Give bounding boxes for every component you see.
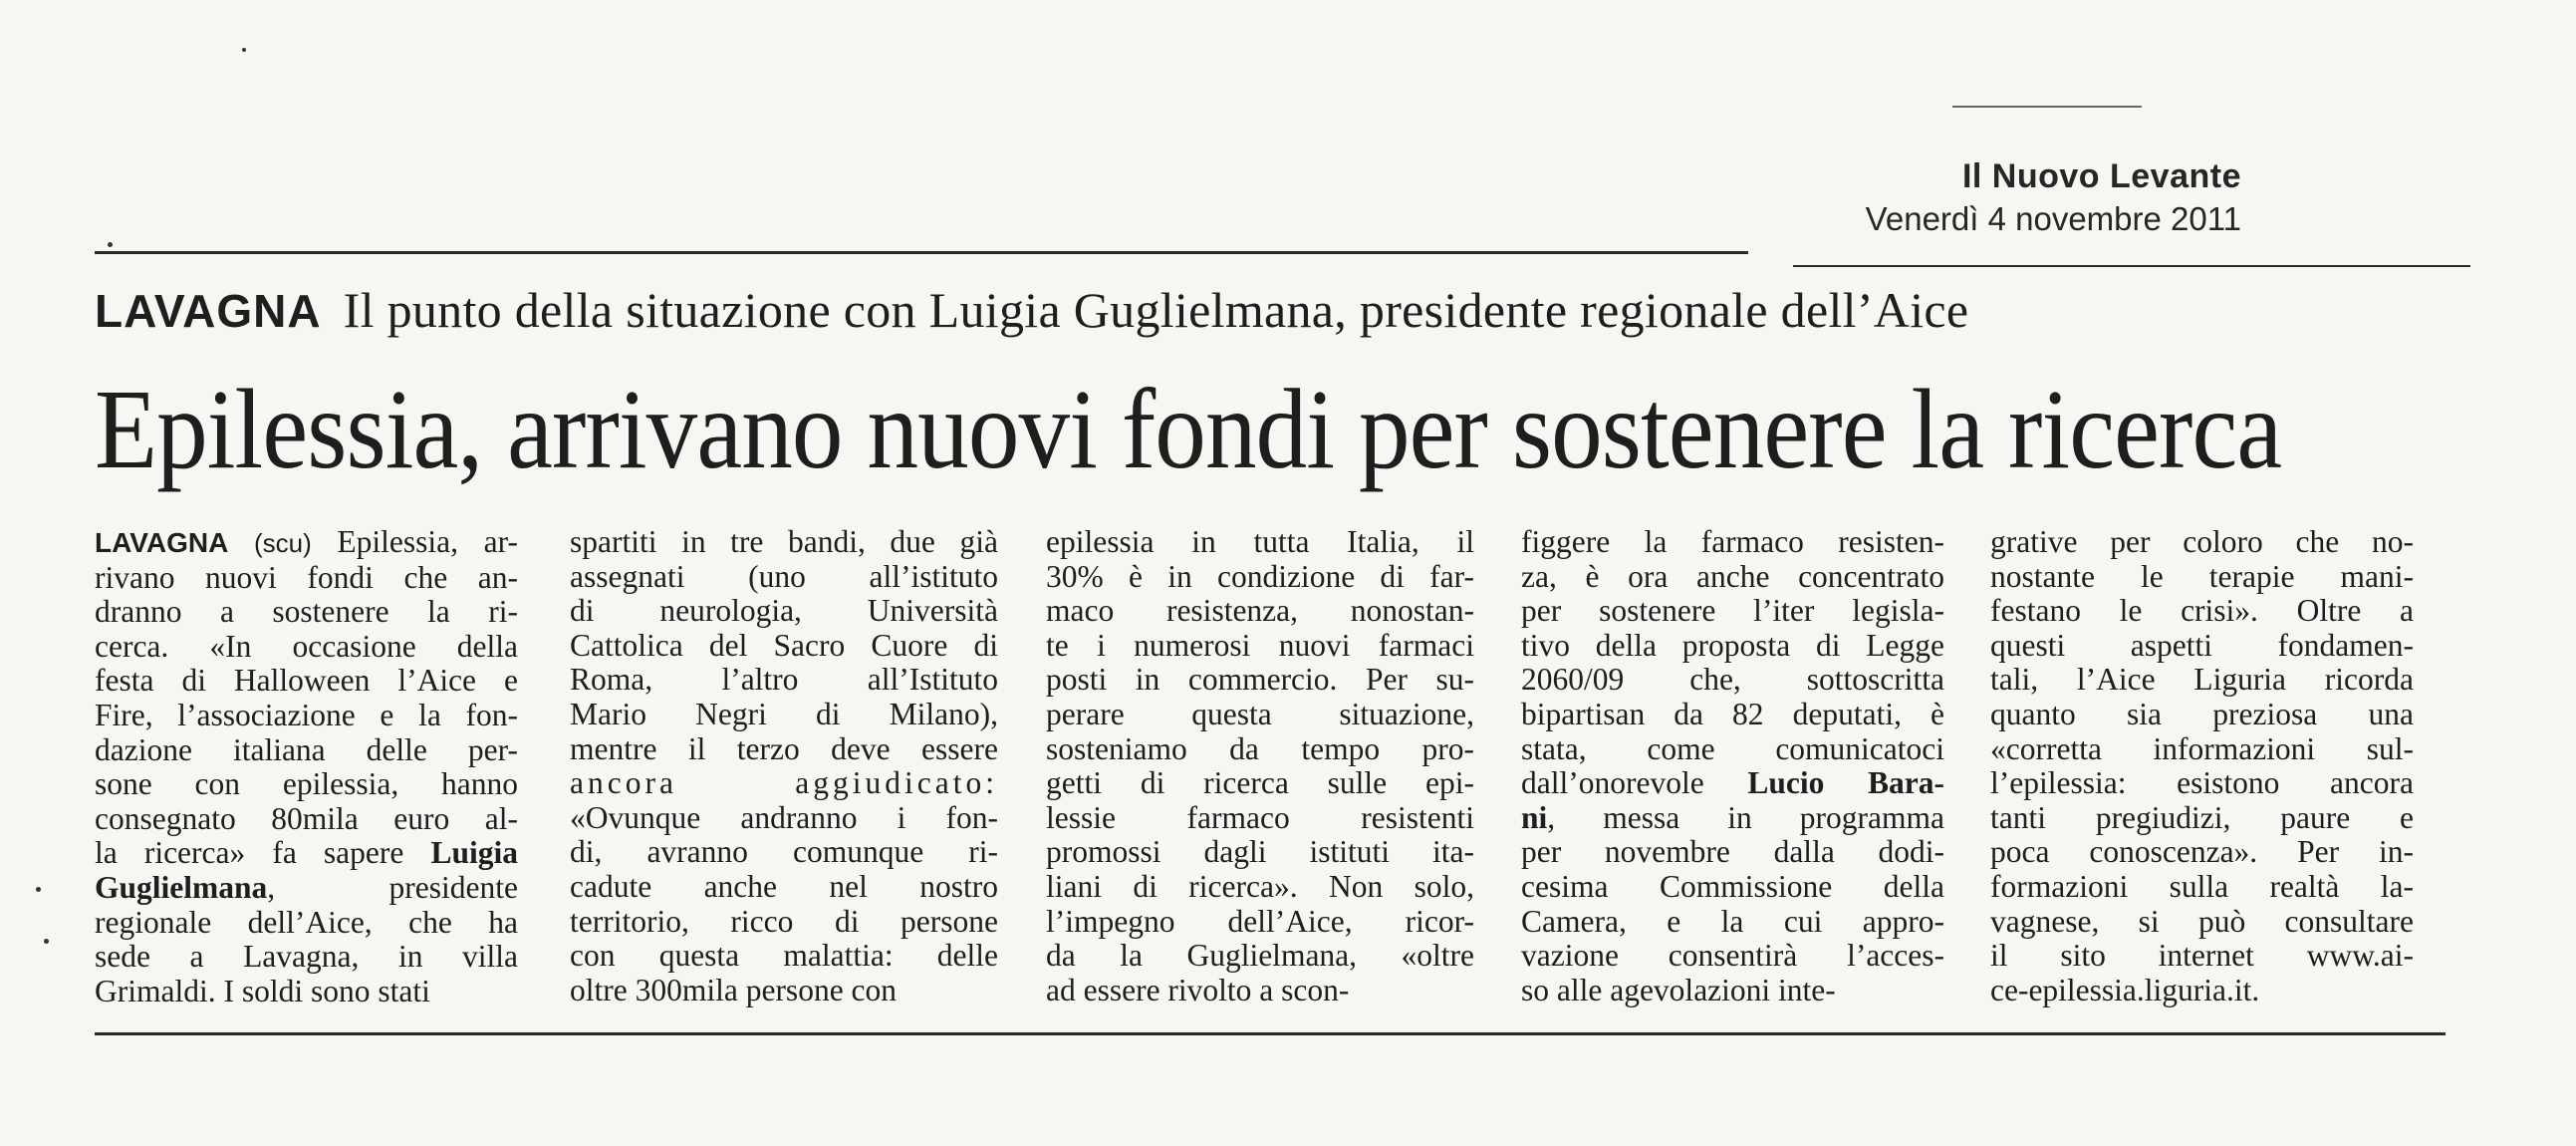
top-rule bbox=[95, 251, 1748, 254]
text-line: LAVAGNA (scu) Epilessia, ar- bbox=[95, 524, 519, 559]
text-line: «corretta informazioni sul- bbox=[1990, 730, 2414, 766]
lead-source: (scu) bbox=[253, 528, 312, 558]
text-line: figgere la farmaco resisten- bbox=[1521, 524, 1944, 559]
article-column-3 bbox=[1046, 525, 1474, 1007]
masthead bbox=[1813, 157, 2241, 238]
scan-speck bbox=[242, 48, 246, 52]
text-line: rivano nuovi fondi che an- bbox=[95, 559, 518, 595]
kicker bbox=[95, 281, 2485, 339]
text-line: Cattolica del Sacro Cuore di bbox=[570, 627, 998, 663]
text-line: vazione consentirà l’acces- bbox=[1521, 938, 1944, 974]
text-line: mentre il terzo deve essere bbox=[570, 730, 998, 766]
text-line: nostante le terapie mani- bbox=[1990, 558, 2414, 594]
text-line: formazioni sulla realtà la- bbox=[1990, 868, 2414, 904]
text-line: per sostenere l’iter legisla- bbox=[1521, 593, 1944, 629]
text-line: cesima Commissione della bbox=[1521, 868, 1944, 904]
text-line: consegnato 80mila euro al- bbox=[95, 800, 518, 836]
article-column-5 bbox=[1990, 525, 2414, 1007]
text-line: questi aspetti fondamen- bbox=[1990, 627, 2414, 663]
text-line: Grimaldi. I soldi sono stati bbox=[95, 973, 430, 1008]
text-line: dazione italiana delle per- bbox=[95, 731, 518, 767]
text-line: Fire, l’associazione e la fon- bbox=[95, 697, 518, 732]
text-line: perare questa situazione, bbox=[1046, 696, 1474, 731]
text-line: getti di ricerca sulle epi- bbox=[1046, 765, 1474, 801]
text-line: per novembre dalla dodi- bbox=[1521, 834, 1944, 870]
scan-mark bbox=[1952, 106, 2142, 108]
text-line: Camera, e la cui appro- bbox=[1521, 903, 1944, 939]
text-line: il sito internet www.ai- bbox=[1990, 938, 2414, 974]
text-line: festa di Halloween l’Aice e bbox=[95, 663, 518, 699]
text-line: tali, l’Aice Liguria ricorda bbox=[1990, 662, 2414, 698]
text-line: dranno a sostenere la ri- bbox=[95, 594, 518, 630]
text-line: maco resistenza, nonostan- bbox=[1046, 593, 1474, 629]
kicker-location: LAVAGNA bbox=[95, 285, 322, 337]
text-line: oltre 300mila persone con bbox=[570, 972, 898, 1007]
text-line: sone con epilessia, hanno bbox=[95, 766, 518, 802]
headline: Epilessia, arrivano nuovi fondi per sostenere la ricerca bbox=[95, 366, 2282, 492]
text-line: epilessia in tutta Italia, il bbox=[1046, 524, 1474, 559]
text-line: grative per coloro che no- bbox=[1990, 524, 2414, 559]
text-line: ad essere rivolto a scon- bbox=[1046, 972, 1350, 1007]
text-line: posti in commercio. Per su- bbox=[1046, 662, 1474, 698]
text-line: Guglielmana, presidente bbox=[95, 869, 518, 905]
lead-location: LAVAGNA bbox=[95, 527, 229, 558]
publication-date: Venerdì 4 novembre 2011 bbox=[1865, 200, 2241, 237]
bold-name: ni bbox=[1521, 799, 1548, 835]
scan-speck bbox=[44, 939, 49, 944]
text-line: poca conoscenza». Per in- bbox=[1990, 834, 2414, 870]
text-line: «Ovunque andranno i fon- bbox=[570, 799, 998, 835]
text-line: festano le crisi». Oltre a bbox=[1990, 593, 2414, 629]
text-line: l’impegno dell’Aice, ricor- bbox=[1046, 903, 1474, 939]
text-line: ni, messa in programma bbox=[1521, 799, 1944, 835]
bottom-rule bbox=[95, 1032, 2446, 1035]
text-line: liani di ricerca». Non solo, bbox=[1046, 868, 1474, 904]
text-line: cerca. «In occasione della bbox=[95, 628, 518, 664]
scan-speck bbox=[36, 887, 41, 892]
text-line: ancora aggiudicato: bbox=[570, 765, 998, 801]
bold-name: Guglielmana bbox=[95, 869, 268, 905]
text-line: regionale dell’Aice, che ha bbox=[95, 904, 518, 940]
text-line: cadute anche nel nostro bbox=[570, 868, 998, 904]
text-line: lessie farmaco resistenti bbox=[1046, 799, 1474, 835]
article-column-4 bbox=[1521, 525, 1944, 1007]
masthead-rule bbox=[1793, 265, 2470, 267]
text-line: sede a Lavagna, in villa bbox=[95, 939, 518, 975]
text-line: te i numerosi nuovi farmaci bbox=[1046, 627, 1474, 663]
text-line: assegnati (uno all’istituto bbox=[570, 558, 998, 594]
text-line: di neurologia, Università bbox=[570, 593, 998, 629]
text-line: la ricerca» fa sapere Luigia bbox=[95, 835, 519, 871]
article-column-2 bbox=[570, 525, 998, 1007]
text-line: spartiti in tre bandi, due già bbox=[570, 524, 998, 559]
text-line: sosteniamo da tempo pro- bbox=[1046, 730, 1474, 766]
bold-name: Luigia bbox=[430, 835, 519, 871]
text-line: stata, come comunicatoci bbox=[1521, 730, 1944, 766]
text-line: di, avranno comunque ri- bbox=[570, 834, 998, 870]
text-line: 30% è in condizione di far- bbox=[1046, 558, 1474, 594]
text-line: 2060/09 che, sottoscritta bbox=[1521, 662, 1944, 698]
text-line: l’epilessia: esistono ancora bbox=[1990, 765, 2414, 801]
kicker-text: Il punto della situazione con Luigia Guglielmana, presidente regionale dell’Aice bbox=[343, 282, 1969, 338]
text-line: so alle agevolazioni inte- bbox=[1521, 972, 1836, 1007]
text-line: quanto sia preziosa una bbox=[1990, 696, 2414, 731]
text-line: tivo della proposta di Legge bbox=[1521, 627, 1944, 663]
text-line: dall’onorevole Lucio Bara- bbox=[1521, 765, 1944, 801]
text-line: za, è ora anche concentrato bbox=[1521, 558, 1944, 594]
text-line: da la Guglielmana, «oltre bbox=[1046, 938, 1474, 974]
text-line: Mario Negri di Milano), bbox=[570, 696, 998, 731]
text-line: bipartisan da 82 deputati, è bbox=[1521, 696, 1944, 731]
text-line: tanti pregiudizi, paure e bbox=[1990, 799, 2414, 835]
text-line: Roma, l’altro all’Istituto bbox=[570, 662, 998, 698]
article-column-1 bbox=[95, 525, 518, 1008]
text-line: territorio, ricco di persone bbox=[570, 903, 998, 939]
scan-speck bbox=[108, 242, 113, 247]
newspaper-name: Il Nuovo Levante bbox=[1961, 157, 2241, 195]
text-line: vagnese, si può consultare bbox=[1990, 903, 2414, 939]
text-line: promossi dagli istituti ita- bbox=[1046, 834, 1474, 870]
text-line: con questa malattia: delle bbox=[570, 938, 998, 974]
text-line: ce-epilessia.liguria.it. bbox=[1990, 972, 2260, 1007]
article-body bbox=[95, 525, 2446, 1023]
bold-name: Lucio Bara- bbox=[1747, 765, 1944, 801]
